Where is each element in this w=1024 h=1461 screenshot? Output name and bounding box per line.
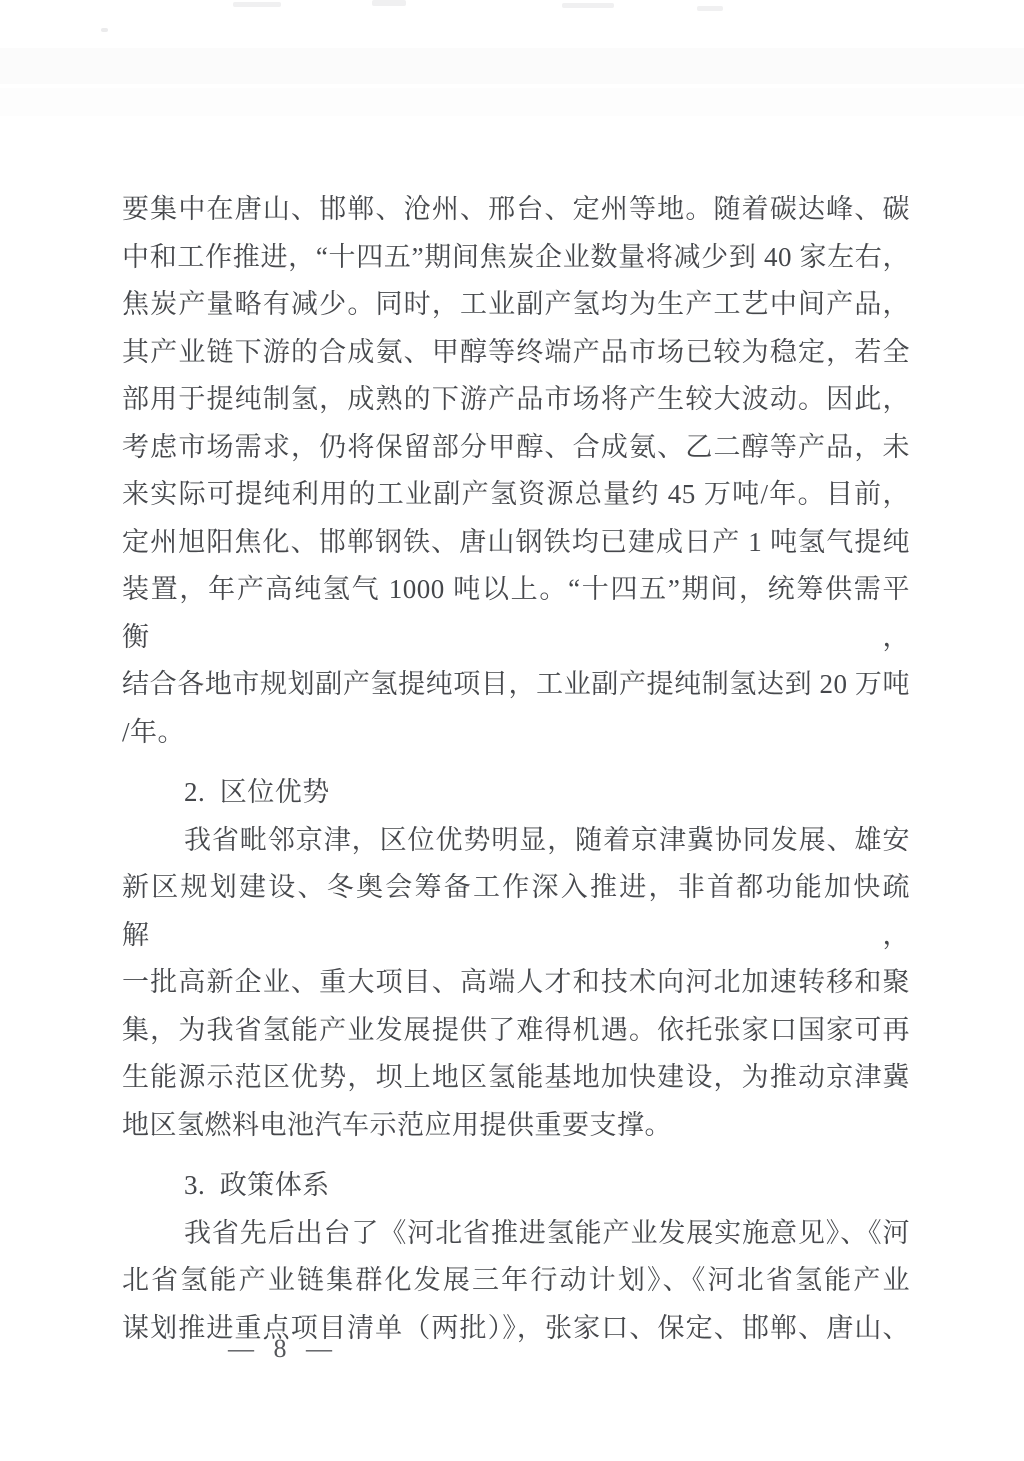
scan-artifact-mark [372,0,406,6]
body-text-line: 定州旭阳焦化、邯郸钢铁、唐山钢铁均已建成日产 1 吨氢气提纯 [122,526,910,557]
body-text-line: 其产业链下游的合成氨、甲醇等终端产品市场已较为稳定，若全 [122,336,910,367]
body-text-line: 我省先后出台了《河北省推进氢能产业发展实施意见》、《河 [184,1217,910,1248]
body-text-line: 生能源示范区优势，坝上地区氢能基地加快建设，为推动京津冀 [122,1062,910,1092]
scan-artifact-mark [562,3,614,8]
body-text-line: 谋划推进重点项目清单（两批）》，张家口、保定、邯郸、唐山、 [122,1312,910,1343]
page-number: — 8 — [228,1334,334,1363]
body-text-line: 焦炭产量略有减少。同时，工业副产氢均为生产工艺中间产品， [122,289,910,319]
scan-shading-band [0,88,1024,116]
scan-shading-band [0,48,1024,84]
document-body [122,186,910,1352]
body-text-line: 我省毗邻京津，区位优势明显，随着京津冀协同发展、雄安 [184,824,910,855]
body-text-line: /年。 [122,716,186,747]
body-text-line: 中和工作推进，“十四五”期间焦炭企业数量将减少到 40 家左右， [122,241,910,272]
body-text-line: 一批高新企业、重大项目、高端人才和技术向河北加速转移和聚 [122,967,910,997]
body-text-line: 来实际可提纯利用的工业副产氢资源总量约 45 万吨/年。目前， [122,479,910,509]
section-heading-2: 2. 区位优势 [184,777,330,807]
body-text-line: 集，为我省氢能产业发展提供了难得机遇。依托张家口国家可再 [122,1014,910,1045]
scan-artifact-mark [101,28,108,32]
body-text-line: 新区规划建设、冬奥会筹备工作深入推进，非首都功能加快疏解， [122,872,910,950]
body-text-line: 结合各地市规划副产氢提纯项目，工业副产提纯制氢达到 20 万吨 [122,669,910,699]
body-text-line: 北省氢能产业链集群化发展三年行动计划》、《河北省氢能产业 [122,1265,910,1295]
scan-artifact-mark [697,6,723,11]
body-text-line: 要集中在唐山、邯郸、沧州、邢台、定州等地。随着碳达峰、碳 [122,194,910,224]
section-heading-3: 3. 政策体系 [184,1170,330,1200]
body-text-line: 地区氢燃料电池汽车示范应用提供重要支撑。 [122,1109,672,1140]
body-text-line: 考虑市场需求，仍将保留部分甲醇、合成氨、乙二醇等产品，未 [122,431,910,462]
body-text-line: 部用于提纯制氢，成熟的下游产品市场将产生较大波动。因此， [122,384,910,414]
scan-artifact-mark [233,2,281,7]
page-footer [158,1298,334,1400]
body-text-line: 装置，年产高纯氢气 1000 吨以上。“十四五”期间，统筹供需平衡， [122,574,910,652]
